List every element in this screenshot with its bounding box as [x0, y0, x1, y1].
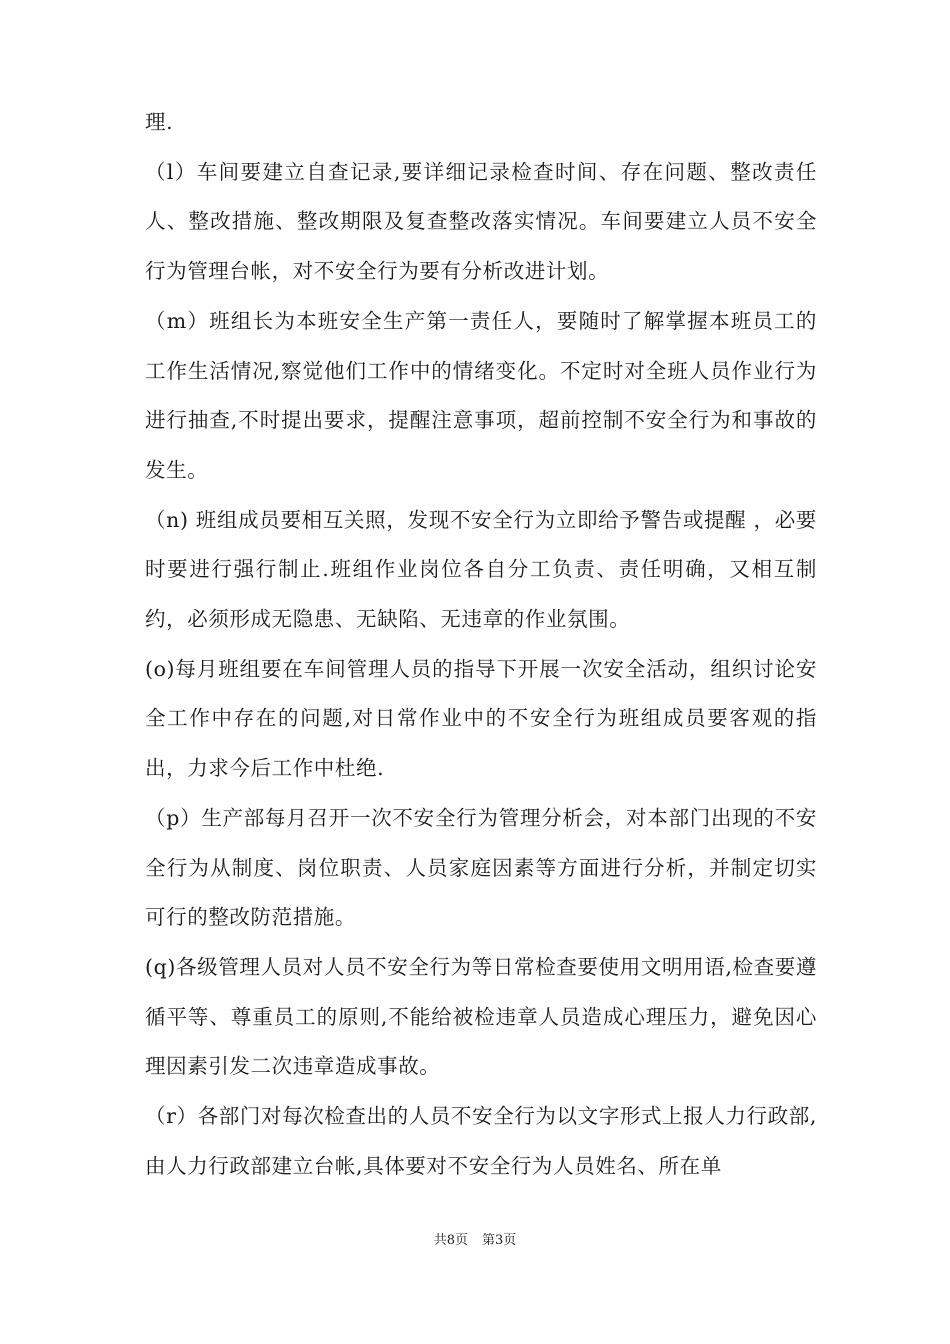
document-body: [145, 98, 817, 1191]
paragraph-o: (o)每月班组要在车间管理人员的指导下开展一次安全活动，组织讨论安全工作中存在的问题,对日常作业中的不安全行为班组成员要客观的指出，力求今后工作中杜绝.: [145, 656, 817, 781]
page-footer: [0, 1231, 950, 1251]
paragraph-l: （l）车间要建立自查记录,要详细记录检查时间、存在问题、整改责任人、整改措施、整改期限及复查整改落实情况。车间要建立人员不安全行为管理台帐，对不安全行为要有分析改进计划。: [145, 159, 817, 284]
paragraph-m: （m）班组长为本班安全生产第一责任人，要随时了解掌握本班员工的工作生活情况,察觉他们工作中的情绪变化。不定时对全班人员作业行为进行抽查,不时提出要求，提醒注意事项，超前控制不安全行为和事故的发生。: [145, 308, 817, 482]
paragraph-continuation: 理.: [145, 110, 174, 134]
paragraph-q: (q)各级管理人员对人员不安全行为等日常检查要使用文明用语,检查要遵循平等、尊重员工的原则,不能给被检违章人员造成心理压力，避免因心理因素引发二次违章造成事故。: [145, 954, 817, 1079]
paragraph-r: （r）各部门对每次检查出的人员不安全行为以文字形式上报人力行政部,由人力行政部建立台帐,具体要对不安全行为人员姓名、所在单: [145, 1104, 817, 1178]
current-page-label: 第3页: [482, 1233, 517, 1248]
total-pages-label: 共8页: [433, 1233, 468, 1248]
paragraph-n: （n) 班组成员要相互关照，发现不安全行为立即给予警告或提醒 ，必要时要进行强行制止.班组作业岗位各自分工负责、责任明确，又相互制约，必须形成无隐患、无缺陷、无违章的作业氛围。: [145, 507, 817, 632]
paragraph-p: （p）生产部每月召开一次不安全行为管理分析会，对本部门出现的不安全行为从制度、岗位职责、人员家庭因素等方面进行分析，并制定切实可行的整改防范措施。: [145, 805, 817, 930]
